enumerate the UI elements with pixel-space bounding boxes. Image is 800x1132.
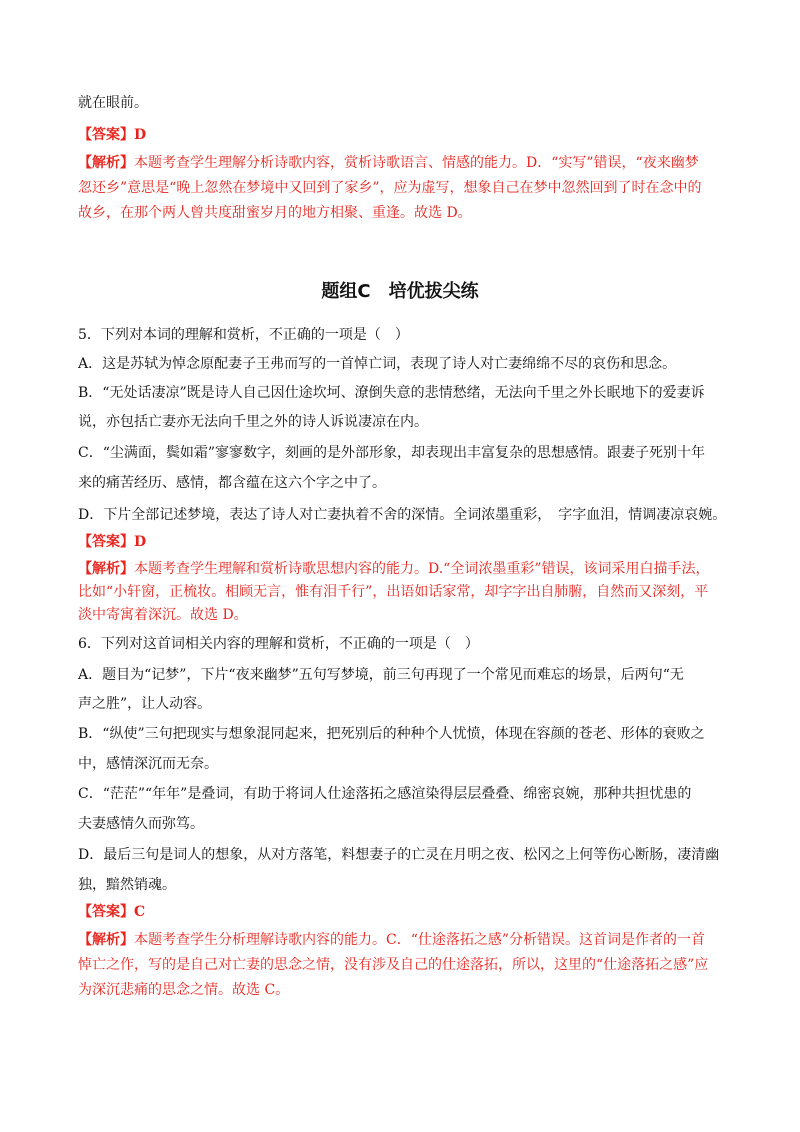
section-title: 题组C 培优拔尖练 xyxy=(321,281,479,302)
option-text: D．下片全部记述梦境，表达了诗人对亡妻执着不舍的深情。全词浓墨重彩， 字字血泪，情调凄凉哀婉。 xyxy=(78,507,727,523)
analysis-text: 为深沉悲痛的思念之情。故选 C。 xyxy=(78,982,290,998)
option-text: B．“纵使”三句把现实与想象混同起来，把死别后的种种个人忧愤，体现在容颜的苍老、形体的衰败之 xyxy=(78,726,705,742)
analysis-text: 淡中寄寓着深沉。故选 D。 xyxy=(78,607,248,623)
answer-label: 【答案】 xyxy=(78,127,134,143)
option-text: B．“无处话凄凉”既是诗人自己因仕途坎坷、潦倒失意的悲情愁绪，无法向千里之外长眠地下的爱妻诉 xyxy=(78,385,705,401)
analysis-label: 【解析】 xyxy=(78,561,134,577)
analysis-text: 故乡，在那个两人曾共度甜蜜岁月的地方相聚、重逢。故选 D。 xyxy=(78,205,472,221)
answer-value: D xyxy=(134,127,147,143)
analysis-label: 【解析】 xyxy=(78,932,134,948)
analysis-text: 悼亡之作，写的是自己对亡妻的思念之情，没有涉及自己的仕途落拓，所以，这里的“仕途落拓之感”应 xyxy=(78,957,709,973)
analysis-label: 【解析】 xyxy=(78,155,134,171)
answer-value: D xyxy=(134,534,147,550)
question-stem: 6．下列对这首词相关内容的理解和赏析，不正确的一项是（ ） xyxy=(78,636,479,652)
analysis-text: 忽还乡”意思是“晚上忽然在梦境中又回到了家乡”，应为虚写，想象自己在梦中忽然回到了时在念中的 xyxy=(78,180,702,196)
answer-label: 【答案】 xyxy=(78,904,134,920)
option-text: D．最后三句是词人的想象，从对方落笔，料想妻子的亡灵在月明之夜、松冈之上何等伤心断肠，凄清幽 xyxy=(78,847,720,863)
question-stem: 5．下列对本词的理解和赏析，不正确的一项是（ ） xyxy=(78,327,409,343)
option-text: A．题目为“记梦”，下片“夜来幽梦”五句写梦境，前三句再现了一个常见而难忘的场景，后两句“无 xyxy=(78,667,684,683)
option-text: 声之胜”，让人动容。 xyxy=(78,696,212,712)
analysis-text: 本题考查学生理解和赏析诗歌思想内容的能力。D.“全词浓墨重彩”错误，该词采用白描手法， xyxy=(134,561,710,577)
option-text: C．“尘满面，鬓如霜”寥寥数字，刻画的是外部形象，却表现出丰富复杂的思想感情。跟妻子死别十年 xyxy=(78,445,706,461)
analysis-line xyxy=(78,930,728,950)
continuation-text: 就在眼前。 xyxy=(78,95,148,111)
answer-value: C xyxy=(134,904,146,920)
option-text: C．“茫茫”“年年”是叠词，有助于将词人仕途落拓之感渲染得层层叠叠、绵密哀婉，那种共担忧患的 xyxy=(78,786,692,802)
option-text: 来的痛苦经历、感情，都含蕴在这六个字之中了。 xyxy=(78,475,386,491)
option-text: A．这是苏轼为悼念原配妻子王弗而写的一首悼亡词，表现了诗人对亡妻绵绵不尽的哀伤和思念。 xyxy=(78,356,677,372)
option-text: 独，黯然销魂。 xyxy=(78,877,176,893)
option-text: 夫妻感情久而弥笃。 xyxy=(78,816,204,832)
analysis-line xyxy=(78,153,728,173)
answer-line xyxy=(78,532,728,552)
analysis-text: 本题考查学生理解分析诗歌内容，赏析诗歌语言、情感的能力。D．“实写”错误，“夜来幽梦 xyxy=(134,155,699,171)
answer-line xyxy=(78,902,728,922)
option-text: 中，感情深沉而无奈。 xyxy=(78,756,218,772)
analysis-text: 比如“小轩窗，正梳妆。相顾无言，惟有泪千行”，出语如话家常，却字字出自肺腑，自然而又深刻，平 xyxy=(78,584,709,600)
analysis-text: 本题考查学生分析理解诗歌内容的能力。C．“仕途落拓之感”分析错误。这首词是作者的一首 xyxy=(134,932,706,948)
answer-line xyxy=(78,125,728,145)
option-text: 说，亦包括亡妻亦无法向千里之外的诗人诉说凄凉在内。 xyxy=(78,414,428,430)
analysis-line xyxy=(78,559,728,579)
answer-label: 【答案】 xyxy=(78,534,134,550)
